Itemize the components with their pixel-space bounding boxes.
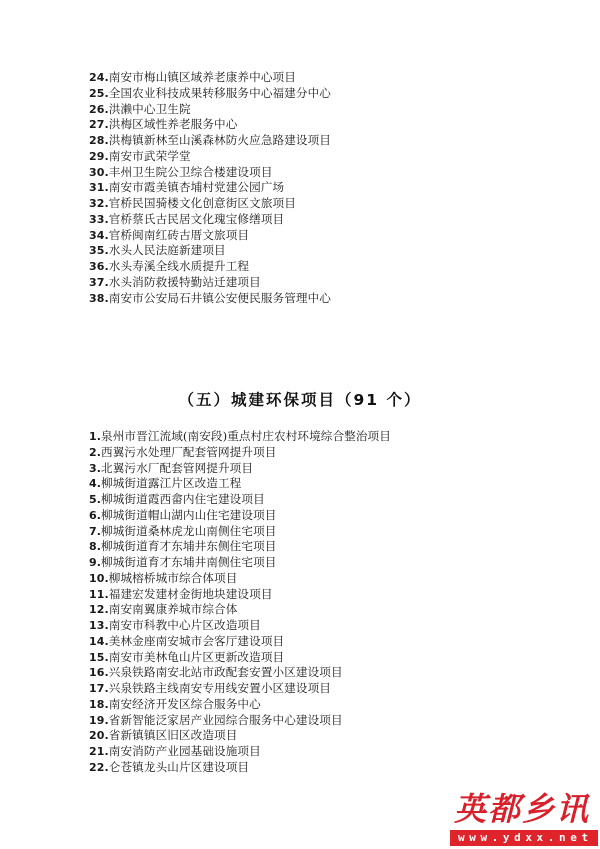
list-item xyxy=(89,571,391,587)
item-text: 南安经济开发区综合服务中心 xyxy=(108,696,261,711)
list-item xyxy=(89,524,391,540)
list-item xyxy=(89,180,331,196)
item-text: 官桥蔡氏古民居文化瑰宝修缮项目 xyxy=(108,211,285,226)
item-text: 柳城街道露江片区改造工程 xyxy=(101,476,242,491)
item-text: 全国农业科技成果转移服务中心福建分中心 xyxy=(108,85,331,100)
item-text: 西翼污水处理厂配套管网提升项目 xyxy=(101,444,277,459)
item-text: 官桥民国骑楼文化创意街区文旅项目 xyxy=(108,196,296,210)
item-number: 30. xyxy=(89,165,109,179)
list-item xyxy=(89,291,331,307)
item-text: 水头消防救援特勤站迁建项目 xyxy=(108,274,261,289)
item-number: 24. xyxy=(89,71,109,84)
item-number: 11. xyxy=(89,587,109,601)
project-list-continued xyxy=(89,70,331,306)
list-item xyxy=(89,665,391,681)
watermark-url: www.ydxx.net xyxy=(450,830,598,846)
item-text: 南安市科教中心片区改造项目 xyxy=(108,618,261,632)
item-text: 柳城街道霞西畲内住宅建设项目 xyxy=(101,492,265,506)
list-item xyxy=(89,681,391,697)
item-number: 29. xyxy=(89,149,109,163)
item-number: 32. xyxy=(89,197,109,210)
item-text: 丰州卫生院公卫综合楼建设项目 xyxy=(108,164,273,179)
item-number: 13. xyxy=(89,619,109,632)
item-number: 35. xyxy=(89,244,109,258)
item-number: 6. xyxy=(89,508,102,522)
list-item xyxy=(89,602,391,618)
item-number: 16. xyxy=(89,666,109,680)
item-number: 26. xyxy=(89,102,109,116)
item-number: 33. xyxy=(89,212,109,226)
item-number: 2. xyxy=(89,445,102,459)
item-text: 美林金座南安城市会客厅建设项目 xyxy=(108,633,285,648)
item-text: 柳城街道育才东埔井南侧住宅项目 xyxy=(101,555,277,569)
list-item xyxy=(89,86,331,102)
list-item xyxy=(89,728,391,744)
item-text: 兴泉铁路南安北站市政配套安置小区建设项目 xyxy=(108,665,343,680)
item-number: 5. xyxy=(89,493,102,506)
list-item xyxy=(89,196,331,212)
item-number: 21. xyxy=(89,745,109,758)
item-text: 洪梅镇新林至山溪森林防火应急路建设项目 xyxy=(108,133,331,147)
item-number: 9. xyxy=(89,556,102,569)
item-text: 南安南翼康养城市综合体 xyxy=(108,602,238,617)
list-item xyxy=(89,713,391,729)
item-number: 19. xyxy=(89,713,109,727)
watermark-title: 英都乡讯 xyxy=(454,790,591,828)
list-item xyxy=(89,243,331,259)
item-text: 福建宏发建材金街地块建设项目 xyxy=(108,586,273,601)
list-item xyxy=(89,212,331,228)
item-number: 31. xyxy=(89,181,109,195)
item-text: 洪濑中心卫生院 xyxy=(108,101,191,116)
item-number: 1. xyxy=(89,430,102,443)
list-item xyxy=(89,149,331,165)
item-text: 柳城街道桑林虎龙山南侧住宅项目 xyxy=(101,523,277,538)
list-item xyxy=(89,618,391,634)
item-text: 柳城街道帽山湖内山住宅建设项目 xyxy=(101,507,277,522)
item-number: 7. xyxy=(89,524,102,538)
list-item xyxy=(89,133,331,149)
item-number: 25. xyxy=(89,86,109,100)
list-item xyxy=(89,492,391,508)
item-number: 38. xyxy=(89,291,109,305)
item-text: 南安市霞美镇杏埔村党建公园广场 xyxy=(108,180,285,195)
item-text: 北翼污水厂配套管网提升项目 xyxy=(101,460,254,475)
item-text: 水头人民法庭新建项目 xyxy=(108,243,226,258)
watermark-logo xyxy=(450,792,598,846)
list-item xyxy=(89,275,331,291)
item-text: 柳城街道育才东埔井东侧住宅项目 xyxy=(101,539,277,554)
list-item xyxy=(89,476,391,492)
item-number: 17. xyxy=(89,682,109,695)
item-number: 18. xyxy=(89,697,109,711)
item-number: 15. xyxy=(89,650,109,664)
list-item xyxy=(89,165,331,181)
item-text: 南安市梅山镇区域养老康养中心项目 xyxy=(108,70,296,84)
item-number: 37. xyxy=(89,275,109,289)
item-text: 南安市公安局石井镇公安便民服务管理中心 xyxy=(108,290,331,305)
list-item xyxy=(89,259,331,275)
list-item xyxy=(89,508,391,524)
item-text: 南安市美林龟山片区更新改造项目 xyxy=(108,649,285,664)
item-text: 南安市武荣学堂 xyxy=(108,148,191,163)
item-number: 28. xyxy=(89,134,109,147)
list-item xyxy=(89,445,391,461)
item-number: 3. xyxy=(89,461,102,475)
list-item xyxy=(89,760,391,776)
item-text: 水头寿溪全线水质提升工程 xyxy=(108,259,250,273)
item-number: 22. xyxy=(89,760,109,774)
item-number: 27. xyxy=(89,118,109,132)
list-item xyxy=(89,744,391,760)
list-item xyxy=(89,102,331,118)
item-number: 20. xyxy=(89,729,109,743)
item-number: 36. xyxy=(89,260,109,273)
urban-environmental-project-list xyxy=(89,429,391,776)
list-item xyxy=(89,461,391,477)
list-item xyxy=(89,117,331,133)
list-item xyxy=(89,70,331,86)
section-heading: （五）城建环保项目（91 个） xyxy=(178,391,422,409)
item-number: 34. xyxy=(89,228,109,242)
item-text: 仑苍镇龙头山片区建设项目 xyxy=(108,759,250,774)
list-item xyxy=(89,539,391,555)
item-text: 泉州市晋江流域(南安段)重点村庄农村环境综合整治项目 xyxy=(101,429,391,443)
item-number: 8. xyxy=(89,540,102,554)
item-text: 南安消防产业园基础设施项目 xyxy=(108,744,261,758)
list-item xyxy=(89,650,391,666)
item-text: 柳城榕桥城市综合体项目 xyxy=(108,570,238,585)
item-number: 4. xyxy=(89,477,102,491)
item-number: 14. xyxy=(89,634,109,648)
list-item xyxy=(89,228,331,244)
item-number: 12. xyxy=(89,603,109,617)
item-text: 省新智能泛家居产业园综合服务中心建设项目 xyxy=(108,712,343,727)
list-item xyxy=(89,587,391,603)
item-text: 省新镇镇区旧区改造项目 xyxy=(108,728,238,743)
list-item xyxy=(89,429,391,445)
list-item xyxy=(89,634,391,650)
item-text: 兴泉铁路主线南安专用线安置小区建设项目 xyxy=(108,681,331,695)
list-item xyxy=(89,555,391,571)
list-item xyxy=(89,697,391,713)
item-text: 洪梅区域性养老服务中心 xyxy=(108,117,238,132)
item-number: 10. xyxy=(89,571,109,585)
item-text: 官桥闽南红砖古厝文旅项目 xyxy=(108,227,250,242)
